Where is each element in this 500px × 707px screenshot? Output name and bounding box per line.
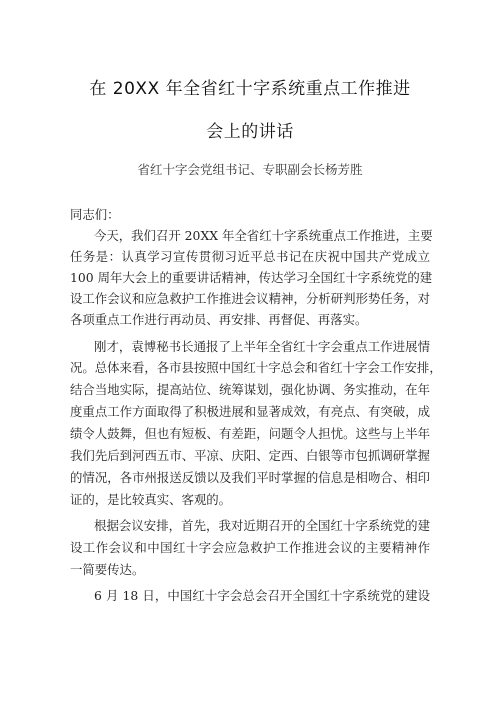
body-line: 各项重点工作进行再动员、再安排、再督促、再落实。 [70,312,368,327]
body-line: 100 周年大会上的重要讲话精神，传达学习全国红十字系统党的建 [70,270,433,285]
salutation: 同志们： [70,207,120,222]
body-line: 我们先后到河西五市、平凉、庆阳、定西、白银等市包抓调研掌握 [70,448,430,463]
body-line: 况。总体来看，各市县按照中国红十字总会和省红十字会工作安排， [70,360,442,375]
document-author: 省红十字会党组书记、专职副会长杨芳胜 [137,162,363,177]
body-line: 的情况，各市州报送反馈以及我们平时掌握的信息是相吻合、相印 [70,470,430,485]
body-line: 结合当地实际，提高站位、统筹谋划，强化协调、务实推动，在年 [70,382,430,397]
body-line: 一简要传达。 [70,562,145,577]
body-line: 任务是：认真学习宣传贯彻习近平总书记在庆祝中国共产党成立 [70,249,430,264]
body-line: 刚才，袁博秘书长通报了上半年全省红十字会重点工作进展情 [94,339,430,354]
document-title-line-1: 在 20XX 年全省红十字系统重点工作推进 [89,79,411,99]
body-line: 今天，我们召开 20XX 年全省红十字系统重点工作推进，主要 [94,228,433,243]
body-line: 设工作会议和中国红十字会应急救护工作推进会议的主要精神作 [70,540,430,555]
body-line: 度重点工作方面取得了积极进展和显著成效，有亮点、有突破，成 [70,404,430,419]
body-line: 设工作会议和应急救护工作推进会议精神，分析研判形势任务，对 [70,291,430,306]
body-line: 绩令人鼓舞，但也有短板、有差距，问题令人担忧。这些与上半年 [70,426,430,441]
document-title-line-2: 会上的讲话 [206,122,294,142]
body-line: 证的，是比较真实、客观的。 [70,492,232,507]
body-line: 6 月 18 日，中国红十字会总会召开全国红十字系统党的建设 [94,588,430,603]
body-line: 根据会议安排，首先，我对近期召开的全国红十字系统党的建 [94,518,430,533]
